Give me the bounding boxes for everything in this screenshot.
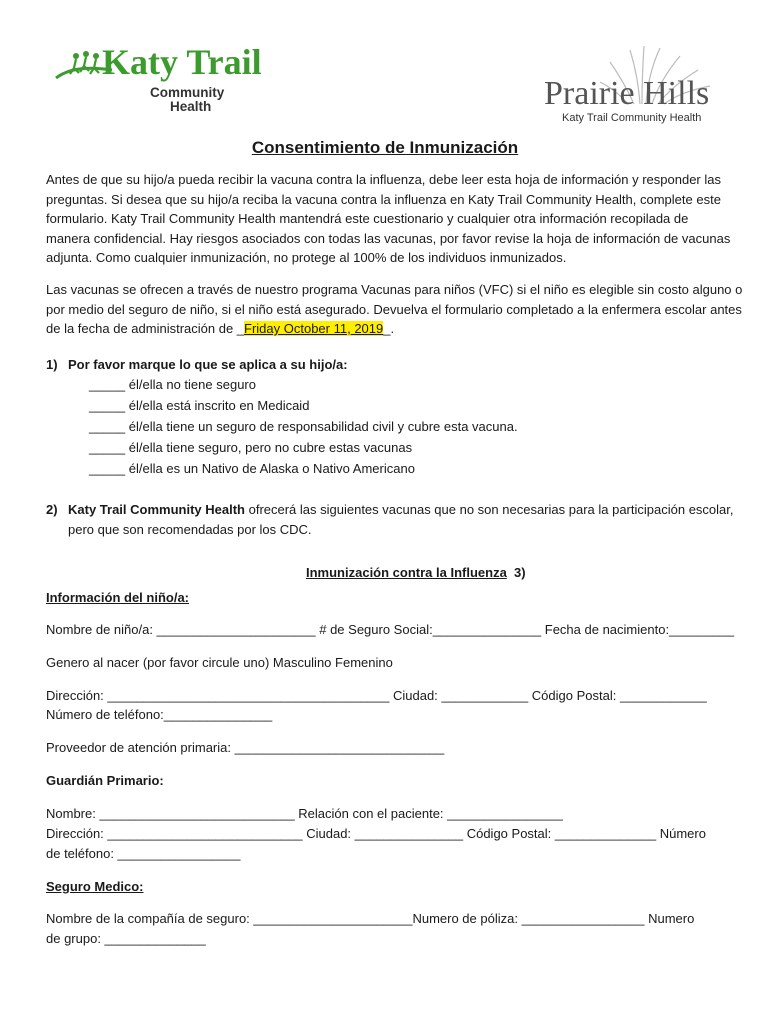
option-label: él/ella es un Nativo de Alaska o Nativo Americano [128,461,415,476]
flu-heading [306,563,526,583]
option-label: él/ella está inscrito en Medicaid [128,398,310,413]
flu-number: 3) [514,565,526,580]
q1-option[interactable] [89,458,518,479]
child-phone-row[interactable]: Número de teléfono:_______________ [46,707,273,722]
guardian-name-row[interactable]: Nombre: ___________________________ Relación con el paciente: ________________ [46,806,563,821]
option-label: él/ella no tiene seguro [128,377,256,392]
guardian-heading: Guardián Primario: [46,773,164,788]
katy-trail-logo [54,42,262,118]
vfc-line-prefix: de la fecha de administración de _ [46,321,245,336]
vfc-line: Las vacunas se ofrecen a través de nuestro programa Vacunas para niños (VFC) si el niño es elegible sin costo alguno o [46,282,743,297]
vfc-paragraph [46,280,742,339]
child-info-heading: Información del niño/a: [46,590,190,605]
checkbox-blank[interactable]: _____ [89,461,126,476]
q1-option[interactable] [89,437,518,458]
q2-number: 2) [46,502,58,517]
intro-paragraph [46,170,730,268]
intro-line: manera confidencial. Hay riesgos asociados con todas las vacunas, por favor revise la hoja de información de vacunas [46,230,731,246]
intro-line: adjunta. Como cualquier inmunización, no protege al 100% de los individuos inmunizados. [46,250,567,265]
prairie-hills-logo [540,46,730,126]
katy-trail-wordmark: Katy Trail [102,42,262,82]
insurance-group-row[interactable]: de grupo: ______________ [46,931,206,946]
vfc-line-suffix: _. [383,321,395,336]
option-label: él/ella tiene un seguro de responsabilidad civil y cubre esta vacuna. [128,419,518,434]
q1-options [89,374,518,479]
q2-text-1: ofrecerá las siguientes vacunas que no son necesarias para la participación escolar, [244,502,734,517]
child-address-row[interactable]: Dirección: _______________________________________ Ciudad: ____________ Código Postal: ____________ [46,688,707,703]
flu-heading-text: Inmunización contra la Influenza [306,565,507,580]
checkbox-blank[interactable]: _____ [89,398,126,413]
q1-option[interactable] [89,416,518,437]
q1-option[interactable] [89,374,518,395]
q2-text [68,500,734,539]
administration-date: Friday October 11, 2019 [244,321,384,336]
checkbox-blank[interactable]: _____ [89,440,126,455]
checkbox-blank[interactable]: _____ [89,419,126,434]
guardian-phone-row[interactable]: de teléfono: _________________ [46,846,241,861]
q1-heading: Por favor marque lo que se aplica a su hijo/a: [68,357,348,372]
intro-line: Antes de que su hijo/a pueda recibir la vacuna contra la influenza, debe leer esta hoja de información y responder las [46,172,721,187]
child-name-row[interactable]: Nombre de niño/a: ______________________ # de Seguro Social:_______________ Fecha de nacimiento:_________ [46,622,735,637]
insurance-heading: Seguro Medico: [46,879,144,894]
prairie-hills-subtitle: Katy Trail Community Health [562,112,702,124]
q2-org: Katy Trail Community Health [68,502,245,517]
intro-line: formulario. Katy Trail Community Health mantendrá este cuestionario y cualquier otra información recopilada de [46,211,689,226]
checkbox-blank[interactable]: _____ [89,377,126,392]
logo-community: Community [150,85,225,100]
primary-care-row[interactable]: Proveedor de atención primaria: _____________________________ [46,740,445,755]
option-label: él/ella tiene seguro, pero no cubre estas vacunas [128,440,413,455]
logo-health: Health [170,99,212,114]
vfc-line [46,319,742,339]
insurance-company-row[interactable]: Nombre de la compañía de seguro: ______________________Numero de póliza: _________________ Numero [46,911,695,926]
q1-option[interactable] [89,395,518,416]
intro-line: preguntas. Si desea que su hijo/a reciba la vacuna contra la influenza en Katy Trail Community Health, complete este [46,191,721,207]
prairie-hills-wordmark: Prairie Hills [544,75,710,112]
vfc-line: por medio del seguro de niño, si el niño está asegurado. Devuelva el formulario completado a la enfermera escolar antes [46,301,742,317]
q2-text-2: pero que son recomendadas por los CDC. [68,521,312,537]
guardian-address-row[interactable]: Dirección: ___________________________ Ciudad: _______________ Código Postal: ______________ Número [46,826,706,841]
child-gender-row[interactable]: Genero al nacer (por favor circule uno) Masculino Femenino [46,655,393,670]
q1-number: 1) [46,357,58,372]
page-title: Consentimiento de Inmunización [251,138,519,157]
